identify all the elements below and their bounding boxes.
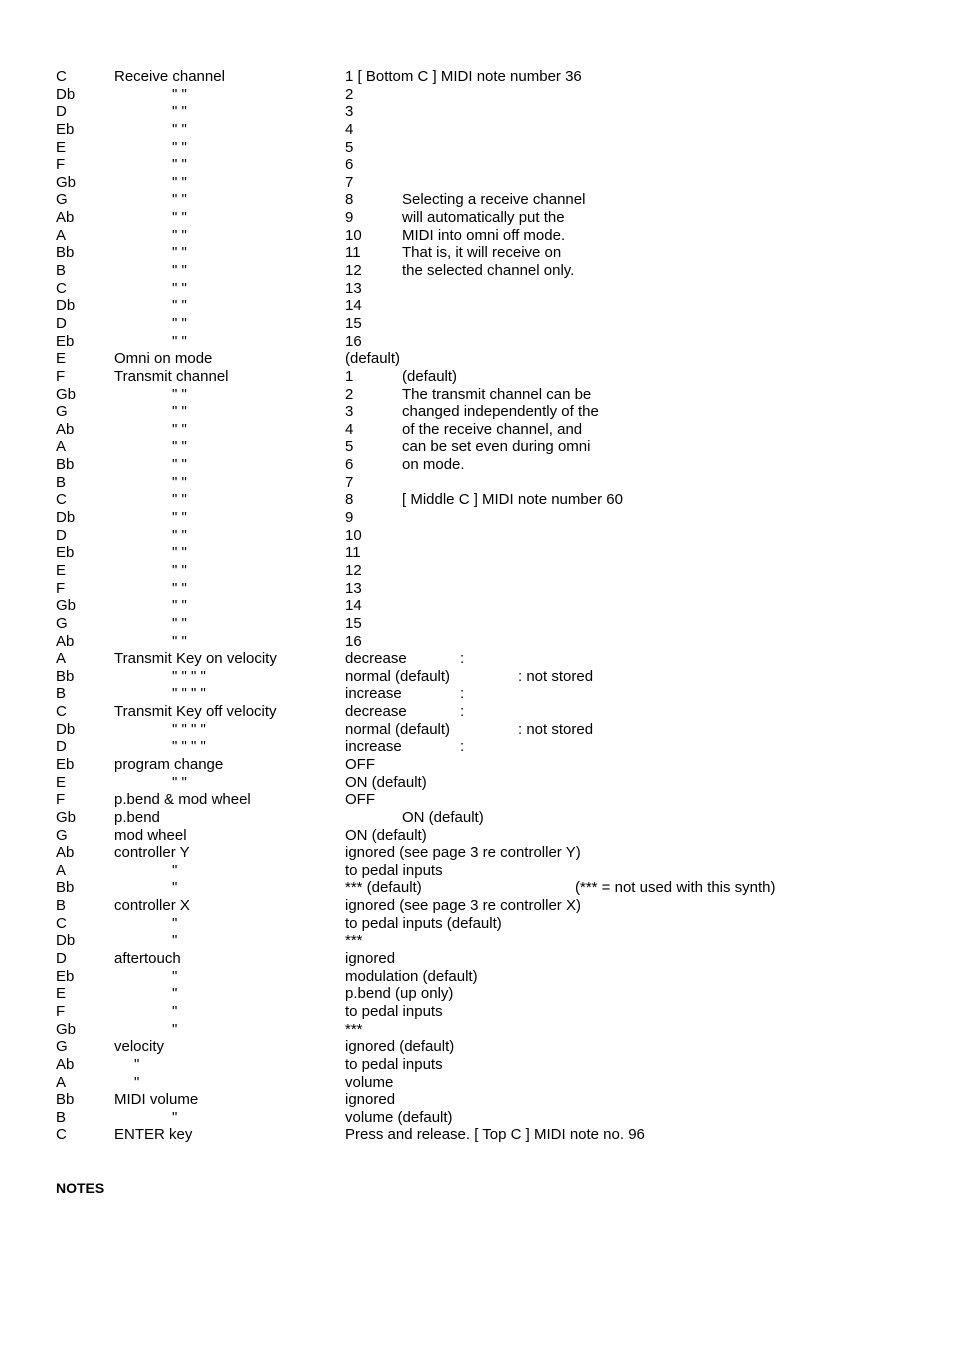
- comment-text: The transmit channel can be: [402, 385, 592, 403]
- table-row: [56, 738, 936, 756]
- note-name: Bb: [56, 1091, 75, 1109]
- function-label: " " " ": [172, 685, 206, 703]
- comment-text: [ Middle C ] MIDI note number 60: [402, 491, 623, 509]
- note-name: B: [56, 685, 67, 703]
- setting-value: volume: [345, 1073, 394, 1091]
- note-name: Gb: [56, 173, 77, 191]
- function-label: Transmit channel: [114, 367, 229, 385]
- function-label: " ": [172, 138, 187, 156]
- table-row: [56, 103, 936, 121]
- note-name: Db: [56, 297, 76, 315]
- note-name: D: [56, 314, 67, 332]
- setting-value: ignored (default): [345, 1038, 455, 1056]
- stored-note: : not stored: [518, 667, 594, 685]
- table-row: [56, 915, 936, 933]
- setting-value: normal (default): [345, 667, 451, 685]
- note-name: Gb: [56, 1020, 77, 1038]
- table-row: [56, 156, 936, 174]
- setting-value: 6: [345, 456, 354, 474]
- comment-text: the selected channel only.: [402, 262, 575, 280]
- setting-value: to pedal inputs: [345, 1055, 443, 1073]
- note-name: F: [56, 156, 66, 174]
- setting-value: ***: [345, 932, 363, 950]
- setting-value: 5: [345, 138, 354, 156]
- setting-value: 12: [345, 561, 362, 579]
- table-row: [56, 368, 936, 386]
- table-row: [56, 474, 936, 492]
- table-row: [56, 1021, 936, 1039]
- stored-note: :: [460, 703, 465, 721]
- function-label: " ": [172, 597, 187, 615]
- setting-value: 14: [345, 297, 362, 315]
- function-label: " ": [172, 456, 187, 474]
- function-label: " ": [172, 120, 187, 138]
- function-label: program change: [114, 755, 224, 773]
- note-name: G: [56, 1038, 68, 1056]
- function-label: " " " ": [172, 738, 206, 756]
- table-row: [56, 685, 936, 703]
- footnote-text: (*** = not used with this synth): [575, 879, 776, 897]
- setting-value: 13: [345, 279, 362, 297]
- setting-value: 15: [345, 614, 362, 632]
- note-name: E: [56, 773, 67, 791]
- function-label: ENTER key: [114, 1126, 193, 1144]
- table-row: [56, 280, 936, 298]
- note-name: Eb: [56, 755, 75, 773]
- note-name: B: [56, 473, 67, 491]
- note-name: Gb: [56, 808, 77, 826]
- table-row: [56, 668, 936, 686]
- table-row: [56, 350, 936, 368]
- comment-text: will automatically put the: [402, 209, 565, 227]
- setting-value: ignored (see page 3 re controller X): [345, 897, 581, 915]
- table-row: [56, 580, 936, 598]
- comment-text: changed independently of the: [402, 403, 599, 421]
- function-label: ": [172, 861, 178, 879]
- table-row: [56, 791, 936, 809]
- stored-note: :: [460, 685, 465, 703]
- setting-value: ON (default): [345, 773, 427, 791]
- table-row: [56, 191, 936, 209]
- table-row: [56, 1003, 936, 1021]
- table-row: [56, 227, 936, 245]
- note-name: Bb: [56, 244, 75, 262]
- table-row: [56, 544, 936, 562]
- note-name: G: [56, 614, 68, 632]
- function-label: " ": [172, 561, 187, 579]
- function-label: controller X: [114, 897, 190, 915]
- function-label: " ": [172, 438, 187, 456]
- setting-value: OFF: [345, 791, 375, 809]
- table-row: [56, 703, 936, 721]
- function-label: " ": [172, 103, 187, 121]
- function-label: " ": [172, 773, 187, 791]
- table-row: [56, 421, 936, 439]
- setting-value: volume (default): [345, 1108, 453, 1126]
- notes-heading: NOTES: [56, 1180, 105, 1196]
- note-name: Ab: [56, 209, 75, 227]
- setting-value: p.bend (up only): [345, 985, 454, 1003]
- table-row: [56, 721, 936, 739]
- function-label: velocity: [114, 1038, 165, 1056]
- setting-value: 11: [345, 244, 361, 262]
- table-row: [56, 897, 936, 915]
- setting-value: 8: [345, 491, 354, 509]
- table-row: [56, 827, 936, 845]
- function-label: " ": [172, 279, 187, 297]
- table-row: [56, 1126, 936, 1144]
- note-name: Eb: [56, 332, 75, 350]
- function-label: " ": [172, 209, 187, 227]
- function-label: ": [134, 1073, 140, 1091]
- table-row: [56, 932, 936, 950]
- table-row: [56, 650, 936, 668]
- note-name: F: [56, 579, 66, 597]
- table-row: [56, 456, 936, 474]
- setting-value: 10: [345, 226, 362, 244]
- note-name: E: [56, 985, 67, 1003]
- note-name: G: [56, 403, 68, 421]
- setting-value: 13: [345, 579, 362, 597]
- table-row: [56, 774, 936, 792]
- table-row: [56, 809, 936, 827]
- table-row: [56, 244, 936, 262]
- function-label: " " " ": [172, 667, 206, 685]
- note-name: B: [56, 1108, 67, 1126]
- setting-value: 1 [ Bottom C ] MIDI note number 36: [345, 68, 582, 85]
- setting-value: normal (default): [345, 720, 451, 738]
- table-row: [56, 1074, 936, 1092]
- function-label: Omni on mode: [114, 350, 213, 368]
- setting-value: 4: [345, 420, 354, 438]
- table-row: [56, 1109, 936, 1127]
- setting-value: increase: [345, 738, 402, 756]
- note-name: B: [56, 262, 67, 280]
- note-name: Db: [56, 720, 76, 738]
- note-name: C: [56, 279, 67, 297]
- note-name: D: [56, 526, 67, 544]
- note-name: G: [56, 826, 68, 844]
- setting-value: 9: [345, 509, 354, 527]
- table-row: [56, 615, 936, 633]
- function-label: mod wheel: [114, 826, 187, 844]
- table-row: [56, 509, 936, 527]
- function-label: " ": [172, 614, 187, 632]
- function-label: " ": [172, 262, 187, 280]
- note-name: D: [56, 103, 67, 121]
- note-name: A: [56, 861, 67, 879]
- function-label: Transmit Key off velocity: [114, 703, 277, 721]
- function-label: ": [172, 967, 178, 985]
- function-label: ": [172, 1002, 178, 1020]
- function-label: " ": [172, 526, 187, 544]
- note-name: E: [56, 561, 67, 579]
- table-row: [56, 633, 936, 651]
- table-row: [56, 121, 936, 139]
- note-name: A: [56, 226, 67, 244]
- stored-note: : not stored: [518, 720, 594, 738]
- function-label: ": [172, 1108, 178, 1126]
- note-name: Gb: [56, 597, 77, 615]
- table-row: [56, 527, 936, 545]
- function-label: " ": [172, 403, 187, 421]
- midi-key-function-table: [56, 68, 936, 1144]
- table-row: [56, 756, 936, 774]
- function-label: " ": [172, 579, 187, 597]
- table-row: [56, 386, 936, 404]
- function-label: " ": [172, 173, 187, 191]
- comment-text: ON (default): [402, 808, 484, 826]
- setting-value: 7: [345, 473, 354, 491]
- function-label: " ": [172, 385, 187, 403]
- table-row: [56, 438, 936, 456]
- setting-value: decrease: [345, 650, 407, 668]
- table-row: [56, 1056, 936, 1074]
- setting-value: to pedal inputs (default): [345, 914, 502, 932]
- function-label: controller Y: [114, 844, 190, 862]
- setting-value: 1: [345, 367, 354, 385]
- function-label: " ": [172, 473, 187, 491]
- table-row: [56, 297, 936, 315]
- function-label: " ": [172, 314, 187, 332]
- note-name: F: [56, 791, 66, 809]
- comment-text: (default): [402, 367, 458, 385]
- setting-value: OFF: [345, 755, 375, 773]
- comment-text: can be set even during omni: [402, 438, 591, 456]
- setting-value: 3: [345, 103, 354, 121]
- function-label: " ": [172, 191, 187, 209]
- function-label: ": [172, 879, 178, 897]
- table-row: [56, 862, 936, 880]
- comment-text: That is, it will receive on: [402, 244, 562, 262]
- setting-value: Press and release. [ Top C ] MIDI note no. 96: [345, 1126, 645, 1144]
- setting-value: 3: [345, 403, 354, 421]
- setting-value: modulation (default): [345, 967, 478, 985]
- table-row: [56, 403, 936, 421]
- comment-text: MIDI into omni off mode.: [402, 226, 566, 244]
- note-name: A: [56, 1073, 67, 1091]
- setting-value: 15: [345, 314, 362, 332]
- function-label: " ": [172, 156, 187, 174]
- function-label: " ": [172, 632, 187, 650]
- note-name: Bb: [56, 456, 75, 474]
- note-name: Gb: [56, 385, 77, 403]
- note-name: C: [56, 68, 67, 85]
- setting-value: 7: [345, 173, 354, 191]
- table-row: [56, 844, 936, 862]
- setting-value: decrease: [345, 703, 407, 721]
- note-name: C: [56, 1126, 67, 1144]
- note-name: G: [56, 191, 68, 209]
- setting-value: 8: [345, 191, 354, 209]
- table-row: [56, 333, 936, 351]
- setting-value: 6: [345, 156, 354, 174]
- function-label: aftertouch: [114, 950, 181, 968]
- setting-value: (default): [345, 350, 401, 368]
- stored-note: :: [460, 650, 465, 668]
- setting-value: 2: [345, 385, 354, 403]
- table-row: [56, 597, 936, 615]
- table-row: [56, 562, 936, 580]
- function-label: ": [134, 1055, 140, 1073]
- setting-value: 11: [345, 544, 361, 562]
- setting-value: to pedal inputs: [345, 861, 443, 879]
- note-name: Db: [56, 85, 76, 103]
- function-label: ": [172, 1020, 178, 1038]
- function-label: " " " ": [172, 720, 206, 738]
- function-label: " ": [172, 509, 187, 527]
- function-label: " ": [172, 544, 187, 562]
- function-label: Transmit Key on velocity: [114, 650, 277, 668]
- table-row: [56, 86, 936, 104]
- setting-value: 5: [345, 438, 354, 456]
- setting-value: 14: [345, 597, 362, 615]
- function-label: " ": [172, 226, 187, 244]
- function-label: " ": [172, 420, 187, 438]
- note-name: A: [56, 650, 67, 668]
- note-name: E: [56, 138, 67, 156]
- comment-text: Selecting a receive channel: [402, 191, 586, 209]
- note-name: Eb: [56, 967, 75, 985]
- function-label: Receive channel: [114, 68, 225, 85]
- setting-value: increase: [345, 685, 402, 703]
- function-label: ": [172, 985, 178, 1003]
- function-label: " ": [172, 332, 187, 350]
- table-row: [56, 985, 936, 1003]
- setting-value: ignored (see page 3 re controller Y): [345, 844, 581, 862]
- note-name: A: [56, 438, 67, 456]
- note-name: Ab: [56, 420, 75, 438]
- setting-value: 16: [345, 632, 362, 650]
- setting-value: *** (default): [345, 879, 422, 897]
- note-name: Ab: [56, 844, 75, 862]
- table-row: [56, 174, 936, 192]
- note-name: C: [56, 914, 67, 932]
- table-row: [56, 209, 936, 227]
- function-label: " ": [172, 244, 187, 262]
- setting-value: 2: [345, 85, 354, 103]
- setting-value: ignored: [345, 1091, 396, 1109]
- table-row: [56, 1038, 936, 1056]
- table-row: [56, 68, 936, 86]
- table-row: [56, 491, 936, 509]
- note-name: C: [56, 491, 67, 509]
- setting-value: 16: [345, 332, 362, 350]
- setting-value: ***: [345, 1020, 363, 1038]
- note-name: Ab: [56, 632, 75, 650]
- setting-value: ON (default): [345, 826, 427, 844]
- function-label: p.bend: [114, 808, 160, 826]
- table-row: [56, 968, 936, 986]
- note-name: E: [56, 350, 67, 368]
- function-label: " ": [172, 297, 187, 315]
- setting-value: 12: [345, 262, 362, 280]
- setting-value: to pedal inputs: [345, 1002, 443, 1020]
- table-row: [56, 262, 936, 280]
- note-name: Bb: [56, 667, 75, 685]
- note-name: F: [56, 1002, 66, 1020]
- function-label: " ": [172, 491, 187, 509]
- table-row: [56, 950, 936, 968]
- function-label: p.bend & mod wheel: [114, 791, 251, 809]
- setting-value: 4: [345, 120, 354, 138]
- note-name: D: [56, 950, 67, 968]
- note-name: C: [56, 703, 67, 721]
- note-name: F: [56, 367, 66, 385]
- setting-value: 10: [345, 526, 362, 544]
- function-label: MIDI volume: [114, 1091, 199, 1109]
- table-row: [56, 879, 936, 897]
- function-label: " ": [172, 85, 187, 103]
- note-name: Eb: [56, 120, 75, 138]
- table-row: [56, 315, 936, 333]
- note-name: Eb: [56, 544, 75, 562]
- note-name: Bb: [56, 879, 75, 897]
- stored-note: :: [460, 738, 465, 756]
- function-label: ": [172, 932, 178, 950]
- setting-value: ignored: [345, 950, 396, 968]
- note-name: Db: [56, 932, 76, 950]
- table-row: [56, 1091, 936, 1109]
- note-name: D: [56, 738, 67, 756]
- note-name: Db: [56, 509, 76, 527]
- note-name: B: [56, 897, 67, 915]
- note-name: Ab: [56, 1055, 75, 1073]
- comment-text: of the receive channel, and: [402, 420, 583, 438]
- setting-value: 9: [345, 209, 354, 227]
- table-row: [56, 139, 936, 157]
- function-label: ": [172, 914, 178, 932]
- comment-text: on mode.: [402, 456, 465, 474]
